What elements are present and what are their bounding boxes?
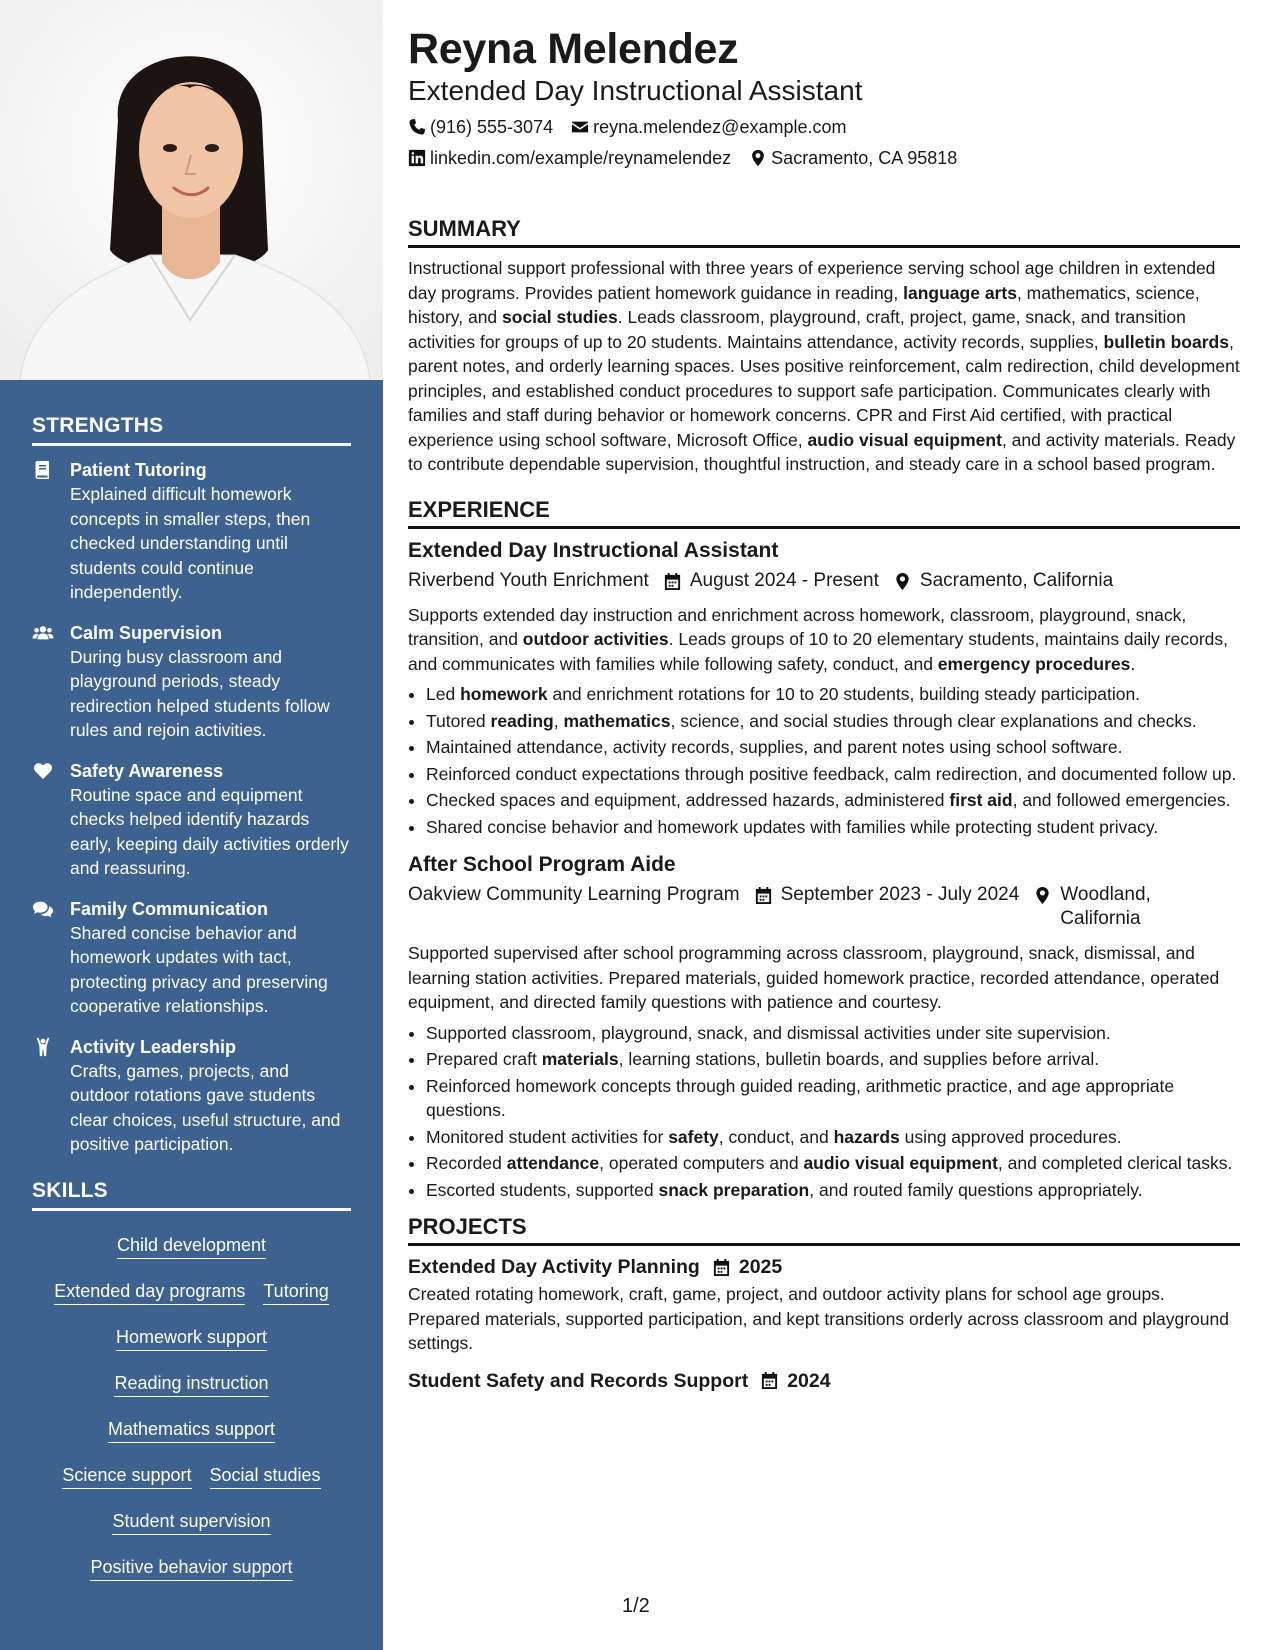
email-contact[interactable] [571,115,846,139]
strength-item [32,621,351,743]
map-pin-icon [1033,886,1052,905]
skill-tag: Homework support [116,1325,267,1351]
project-title: Extended Day Activity Planning 2025 [408,1256,783,1278]
list-item: • Shared concise behavior and homework updates with families while protecting student privacy. [426,815,1240,840]
strength-desc: Routine space and equipment checks helped identify hazards early, keeping daily activities orderly and reassuring. [70,784,349,878]
project-title: Student Safety and Records Support 2024 [408,1369,831,1392]
skill-tag: Positive behavior support [90,1555,292,1581]
strength-desc: Explained difficult homework concepts in smaller steps, then checked understanding until students could continue independently. [70,484,311,602]
job-description: Supported supervised after school programming across classroom, playground, snack, dismissal, and learning station activities. Prepared materials, guided homework practice, recorded attendance, operated equipment, and directed family questions with patience and courtesy. [408,943,1220,1012]
users-icon [32,621,70,743]
strength-item [32,1035,351,1157]
strength-desc: During busy classroom and playground periods, steady redirection helped students follow rules and rejoin activities. [70,646,330,740]
linkedin-icon [408,149,426,167]
linkedin-text: linkedin.com/example/reynamelendez [430,148,732,168]
project-year: 2025 [738,1256,783,1278]
list-item: • Escorted students, supported snack preparation, and routed family questions appropriately. [426,1178,1240,1203]
strength-item [32,759,351,881]
job-meta [408,569,1240,593]
heart-icon [32,759,70,881]
email-text: reyna.melendez@example.com [593,117,847,137]
job-location: Sacramento, California [893,569,1113,593]
skill-tag: Mathematics support [108,1417,275,1443]
experience-heading: EXPERIENCE [408,497,1240,529]
phone-icon [408,118,426,136]
job-dates: August 2024 - Present [663,569,879,593]
strength-title: Activity Leadership [70,1036,237,1057]
calendar-icon [712,1258,731,1277]
contact-line [408,146,1240,170]
map-pin-icon [893,572,912,591]
strength-title: Patient Tutoring [70,460,207,480]
job-meta [408,883,1240,931]
book-icon [32,458,70,605]
strength-title: Calm Supervision [70,622,223,643]
phone-text: (916) 555-3074 [430,117,554,137]
location-contact [749,146,957,170]
envelope-icon [571,118,589,136]
job-description: Supports extended day instruction and enrichment across homework, classroom, playground, snack, transition, and outdoor activities. Leads groups of 10 to 20 elementary students, maintains daily records, and communicates with families while following safety, conduct, and emergency procedures. [408,604,1228,674]
skills-heading: SKILLS [32,1179,351,1211]
skill-tag: Science support [62,1463,191,1489]
job-org: Riverbend Youth Enrichment [408,569,649,591]
project-year: 2024 [787,1369,831,1392]
list-item: • Reinforced conduct expectations through positive feedback, calm redirection, and documented follow up. [426,762,1240,787]
chat-icon [32,897,70,1019]
skill-tag: Extended day programs [54,1279,245,1305]
list-item: • Checked spaces and equipment, addressed hazards, administered first aid, and followed emergencies. [426,788,1240,813]
main-content [408,0,1240,1394]
list-item: • Recorded attendance, operated computers and audio visual equipment, and completed clerical tasks. [426,1151,1240,1176]
job-bullets [408,682,1240,839]
job-dates: September 2023 - July 2024 [754,883,1020,907]
list-item: • Maintained attendance, activity records, supplies, and parent notes using school software. [426,735,1240,760]
calendar-icon [760,1371,779,1390]
location-text: Sacramento, CA 95818 [771,148,958,168]
strength-title: Safety Awareness [70,760,224,781]
map-pin-icon [749,149,767,167]
strength-desc: Crafts, games, projects, and outdoor rotations gave students clear choices, useful structure, and positive participation. [70,1060,341,1154]
skill-tag: Social studies [210,1463,321,1489]
list-item: • Led homework and enrichment rotations for 10 to 20 students, building steady participation. [426,682,1240,707]
calendar-icon [754,886,773,905]
candidate-title: Extended Day Instructional Assistant [408,75,863,106]
phone-contact[interactable] [408,115,553,139]
projects-heading: PROJECTS [408,1214,1240,1246]
list-item: • Monitored student activities for safety, conduct, and hazards using approved procedures. [426,1125,1240,1150]
skills-list [32,1223,351,1595]
job-title: After School Program Aide [408,853,676,876]
candidate-name: Reyna Melendez [408,25,739,73]
summary-heading: SUMMARY [408,216,1240,248]
page-number: 1/2 [622,1595,650,1617]
skill-tag: Tutoring [263,1279,328,1305]
job-bullets [408,1021,1240,1203]
strength-title: Family Communication [70,898,269,919]
list-item: • Prepared craft materials, learning stations, bulletin boards, and supplies before arrival. [426,1047,1240,1072]
job-location: Woodland, California [1033,883,1163,931]
calendar-icon [663,572,682,591]
contact-line [408,115,1240,139]
person-raise-icon [32,1035,70,1157]
skill-tag: Student supervision [112,1509,270,1535]
list-item: • Reinforced homework concepts through guided reading, arithmetic practice, and age appropriate questions. [426,1074,1240,1123]
skill-tag: Child development [117,1233,266,1259]
job-entry [408,851,1240,1202]
job-title: Extended Day Instructional Assistant [408,538,779,562]
project-description: Created rotating homework, craft, game, project, and outdoor activity plans for school age groups. Prepared materials, supported participation, and kept transitions orderly across classroom and playground settings. [408,1284,1229,1353]
sidebar [0,0,383,1650]
strengths-heading: STRENGTHS [32,414,351,446]
strength-item [32,897,351,1019]
summary-text: Instructional support professional with three years of experience serving school age children in extended day programs. Provides patient homework guidance in reading, language arts, mathematics, science, history, and social studies. Leads classroom, playground, craft, project, game, snack, and transition activities for groups of up to 20 students. Maintains attendance, activity records, supplies, bulletin boards, parent notes, and orderly learning spaces. Uses positive reinforcement, calm redirection, child development principles, and established conduct procedures to support safe participation. Communicates clearly with families and staff during behavior or homework concerns. CPR and First Aid certified, with practical experience using school software, Microsoft Office, audio visual equipment, and activity materials. Ready to contribute dependable supervision, thoughtful instruction, and steady care in a school based program. [408,258,1240,474]
linkedin-contact[interactable] [408,146,731,170]
strength-item [32,458,351,605]
skill-tag: Reading instruction [114,1371,268,1397]
job-org: Oakview Community Learning Program [408,884,740,905]
strength-desc: Shared concise behavior and homework updates with tact, protecting privacy and preserving cooperative relationships. [70,922,328,1016]
profile-photo [0,0,383,380]
job-entry [408,537,1240,840]
list-item: • Supported classroom, playground, snack, and dismissal activities under site supervision. [426,1021,1240,1046]
list-item: • Tutored reading, mathematics, science, and social studies through clear explanations and checks. [426,709,1240,734]
